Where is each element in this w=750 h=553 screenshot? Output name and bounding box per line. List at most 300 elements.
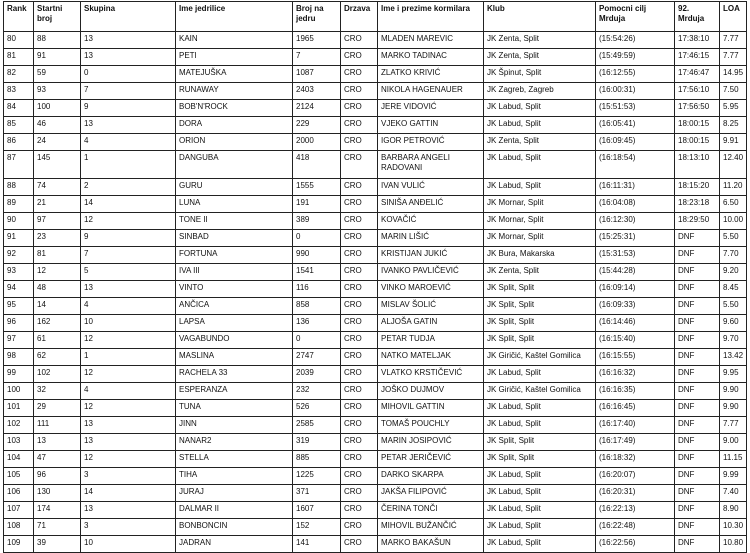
- cell-start-number: 71: [34, 519, 81, 536]
- cell-skipper: IVAN VULIĆ: [378, 179, 484, 196]
- cell-loa: 5.50: [720, 298, 747, 315]
- cell-start-number: 100: [34, 100, 81, 117]
- cell-start-number: 46: [34, 117, 81, 134]
- cell-sail-number: 1607: [293, 502, 341, 519]
- cell-loa: 10.00: [720, 213, 747, 230]
- cell-rank: 90: [4, 213, 34, 230]
- cell-country: CRO: [341, 66, 378, 83]
- cell-finish: DNF: [675, 502, 720, 519]
- table-row: [4, 247, 747, 264]
- cell-skipper: MARKO TADINAC: [378, 49, 484, 66]
- cell-loa: 5.95: [720, 100, 747, 117]
- cell-club: JK Labud, Split: [484, 519, 596, 536]
- cell-skipper: MARIN JOSIPOVIĆ: [378, 434, 484, 451]
- cell-sail-number: 116: [293, 281, 341, 298]
- cell-club: JK Labud, Split: [484, 100, 596, 117]
- cell-finish: DNF: [675, 349, 720, 366]
- cell-start-number: 96: [34, 468, 81, 485]
- table-row: [4, 400, 747, 417]
- cell-group: 10: [81, 315, 176, 332]
- cell-loa: 8.25: [720, 117, 747, 134]
- cell-aux-finish: (16:16:35): [596, 383, 675, 400]
- cell-boat-name: STELLA: [176, 451, 293, 468]
- cell-finish: 18:00:15: [675, 117, 720, 134]
- cell-club: JK Zenta, Split: [484, 49, 596, 66]
- cell-sail-number: 1555: [293, 179, 341, 196]
- table-row: [4, 315, 747, 332]
- table-row: [4, 230, 747, 247]
- cell-loa: 9.20: [720, 264, 747, 281]
- cell-aux-finish: (16:18:54): [596, 151, 675, 179]
- cell-boat-name: TIHA: [176, 468, 293, 485]
- table-row: [4, 32, 747, 49]
- cell-sail-number: 2585: [293, 417, 341, 434]
- cell-loa: 7.70: [720, 247, 747, 264]
- cell-loa: 11.20: [720, 179, 747, 196]
- cell-club: JK Labud, Split: [484, 502, 596, 519]
- cell-rank: 81: [4, 49, 34, 66]
- results-table: [3, 1, 747, 553]
- cell-sail-number: 1225: [293, 468, 341, 485]
- cell-aux-finish: (15:44:28): [596, 264, 675, 281]
- cell-club: JK Labud, Split: [484, 468, 596, 485]
- cell-start-number: 145: [34, 151, 81, 179]
- cell-club: JK Split, Split: [484, 332, 596, 349]
- cell-sail-number: 319: [293, 434, 341, 451]
- header-sail-number: Broj na jedru: [293, 2, 341, 32]
- cell-skipper: MLADEN MAREVIC: [378, 32, 484, 49]
- cell-loa: 14.95: [720, 66, 747, 83]
- table-row: [4, 117, 747, 134]
- cell-skipper: VINKO MAROEVIĆ: [378, 281, 484, 298]
- table-row: [4, 502, 747, 519]
- cell-finish: DNF: [675, 298, 720, 315]
- cell-start-number: 32: [34, 383, 81, 400]
- cell-group: 12: [81, 332, 176, 349]
- cell-country: CRO: [341, 502, 378, 519]
- cell-country: CRO: [341, 332, 378, 349]
- cell-finish: DNF: [675, 366, 720, 383]
- cell-group: 13: [81, 502, 176, 519]
- cell-finish: DNF: [675, 383, 720, 400]
- cell-group: 1: [81, 151, 176, 179]
- cell-skipper: MARIN LIŠIĆ: [378, 230, 484, 247]
- cell-country: CRO: [341, 230, 378, 247]
- header-country: Drzava: [341, 2, 378, 32]
- cell-aux-finish: (16:17:40): [596, 417, 675, 434]
- cell-boat-name: DORA: [176, 117, 293, 134]
- cell-skipper: ČERINA TONČI: [378, 502, 484, 519]
- table-row: [4, 451, 747, 468]
- table-row: [4, 264, 747, 281]
- cell-boat-name: TUNA: [176, 400, 293, 417]
- header-loa: LOA: [720, 2, 747, 32]
- cell-loa: 7.77: [720, 32, 747, 49]
- cell-aux-finish: (15:25:31): [596, 230, 675, 247]
- cell-group: 0: [81, 66, 176, 83]
- cell-country: CRO: [341, 100, 378, 117]
- cell-aux-finish: (16:22:13): [596, 502, 675, 519]
- cell-skipper: NATKO MATELJAK: [378, 349, 484, 366]
- cell-skipper: PETAR TUDJA: [378, 332, 484, 349]
- cell-club: JK Labud, Split: [484, 536, 596, 553]
- cell-aux-finish: (16:20:07): [596, 468, 675, 485]
- cell-finish: 18:29:50: [675, 213, 720, 230]
- table-row: [4, 49, 747, 66]
- cell-rank: 100: [4, 383, 34, 400]
- cell-loa: 8.90: [720, 502, 747, 519]
- cell-boat-name: BONBONCIN: [176, 519, 293, 536]
- cell-skipper: MARKO BAKAŠUN: [378, 536, 484, 553]
- table-header: [4, 2, 747, 32]
- cell-finish: 18:15:20: [675, 179, 720, 196]
- cell-sail-number: 990: [293, 247, 341, 264]
- cell-start-number: 111: [34, 417, 81, 434]
- cell-finish: 18:13:10: [675, 151, 720, 179]
- cell-start-number: 24: [34, 134, 81, 151]
- cell-aux-finish: (15:54:26): [596, 32, 675, 49]
- cell-club: JK Labud, Split: [484, 366, 596, 383]
- cell-rank: 93: [4, 264, 34, 281]
- cell-country: CRO: [341, 196, 378, 213]
- cell-group: 13: [81, 434, 176, 451]
- cell-start-number: 174: [34, 502, 81, 519]
- cell-boat-name: ESPERANZA: [176, 383, 293, 400]
- table-row: [4, 213, 747, 230]
- cell-loa: 10.80: [720, 536, 747, 553]
- table-row: [4, 196, 747, 213]
- cell-country: CRO: [341, 400, 378, 417]
- cell-finish: DNF: [675, 230, 720, 247]
- cell-sail-number: 141: [293, 536, 341, 553]
- cell-group: 12: [81, 366, 176, 383]
- cell-club: JK Mornar, Split: [484, 213, 596, 230]
- cell-group: 14: [81, 485, 176, 502]
- cell-rank: 107: [4, 502, 34, 519]
- table-row: [4, 519, 747, 536]
- cell-skipper: SINIŠA ANĐELIĆ: [378, 196, 484, 213]
- cell-start-number: 93: [34, 83, 81, 100]
- cell-aux-finish: (16:22:48): [596, 519, 675, 536]
- cell-skipper: IGOR PETROVIĆ: [378, 134, 484, 151]
- cell-loa: 6.50: [720, 196, 747, 213]
- cell-sail-number: 191: [293, 196, 341, 213]
- cell-finish: DNF: [675, 417, 720, 434]
- cell-club: JK Labud, Split: [484, 151, 596, 179]
- table-row: [4, 332, 747, 349]
- cell-group: 9: [81, 230, 176, 247]
- cell-start-number: 102: [34, 366, 81, 383]
- cell-finish: DNF: [675, 332, 720, 349]
- cell-start-number: 130: [34, 485, 81, 502]
- cell-aux-finish: (16:05:41): [596, 117, 675, 134]
- cell-boat-name: FORTUNA: [176, 247, 293, 264]
- cell-club: JK Zenta, Split: [484, 32, 596, 49]
- cell-boat-name: LUNA: [176, 196, 293, 213]
- cell-group: 13: [81, 32, 176, 49]
- cell-boat-name: RACHELA 33: [176, 366, 293, 383]
- cell-rank: 94: [4, 281, 34, 298]
- table-row: [4, 383, 747, 400]
- cell-rank: 104: [4, 451, 34, 468]
- cell-boat-name: BOB'N'ROCK: [176, 100, 293, 117]
- cell-country: CRO: [341, 151, 378, 179]
- cell-finish: DNF: [675, 264, 720, 281]
- cell-sail-number: 7: [293, 49, 341, 66]
- cell-boat-name: RUNAWAY: [176, 83, 293, 100]
- cell-rank: 88: [4, 179, 34, 196]
- cell-sail-number: 0: [293, 230, 341, 247]
- cell-rank: 82: [4, 66, 34, 83]
- cell-aux-finish: (16:17:49): [596, 434, 675, 451]
- cell-rank: 97: [4, 332, 34, 349]
- cell-aux-finish: (16:15:55): [596, 349, 675, 366]
- cell-club: JK Labud, Split: [484, 117, 596, 134]
- cell-club: JK Split, Split: [484, 434, 596, 451]
- cell-aux-finish: (16:04:08): [596, 196, 675, 213]
- cell-boat-name: VINTO: [176, 281, 293, 298]
- table-row: [4, 366, 747, 383]
- cell-boat-name: SINBAD: [176, 230, 293, 247]
- cell-finish: DNF: [675, 468, 720, 485]
- cell-boat-name: ANČICA: [176, 298, 293, 315]
- cell-start-number: 14: [34, 298, 81, 315]
- cell-finish: DNF: [675, 247, 720, 264]
- cell-finish: 17:56:10: [675, 83, 720, 100]
- cell-loa: 9.91: [720, 134, 747, 151]
- cell-country: CRO: [341, 383, 378, 400]
- header-boat-name: Ime jedrilice: [176, 2, 293, 32]
- cell-rank: 85: [4, 117, 34, 134]
- cell-club: JK Zenta, Split: [484, 134, 596, 151]
- cell-country: CRO: [341, 134, 378, 151]
- cell-country: CRO: [341, 451, 378, 468]
- cell-aux-finish: (16:15:40): [596, 332, 675, 349]
- cell-start-number: 62: [34, 349, 81, 366]
- cell-start-number: 81: [34, 247, 81, 264]
- header-club: Klub: [484, 2, 596, 32]
- header-rank: Rank: [4, 2, 34, 32]
- cell-skipper: VLATKO KRSTIČEVIĆ: [378, 366, 484, 383]
- table-row: [4, 485, 747, 502]
- cell-loa: 10.30: [720, 519, 747, 536]
- cell-skipper: JOŠKO DUJMOV: [378, 383, 484, 400]
- cell-finish: 17:56:50: [675, 100, 720, 117]
- cell-finish: 17:46:47: [675, 66, 720, 83]
- cell-group: 5: [81, 264, 176, 281]
- cell-group: 3: [81, 519, 176, 536]
- cell-rank: 84: [4, 100, 34, 117]
- cell-rank: 96: [4, 315, 34, 332]
- cell-boat-name: DANGUBA: [176, 151, 293, 179]
- cell-country: CRO: [341, 281, 378, 298]
- cell-aux-finish: (16:18:32): [596, 451, 675, 468]
- cell-club: JK Split, Split: [484, 281, 596, 298]
- cell-sail-number: 858: [293, 298, 341, 315]
- cell-country: CRO: [341, 213, 378, 230]
- cell-sail-number: 526: [293, 400, 341, 417]
- cell-loa: 9.60: [720, 315, 747, 332]
- cell-sail-number: 232: [293, 383, 341, 400]
- cell-aux-finish: (16:00:31): [596, 83, 675, 100]
- cell-country: CRO: [341, 485, 378, 502]
- cell-skipper: PETAR JERIČEVIĆ: [378, 451, 484, 468]
- cell-skipper: NIKOLA HAGENAUER: [378, 83, 484, 100]
- cell-boat-name: MATEJUŠKA: [176, 66, 293, 83]
- cell-boat-name: NANAR2: [176, 434, 293, 451]
- cell-sail-number: 2000: [293, 134, 341, 151]
- cell-aux-finish: (16:11:31): [596, 179, 675, 196]
- cell-country: CRO: [341, 366, 378, 383]
- cell-aux-finish: (16:14:46): [596, 315, 675, 332]
- cell-finish: 18:23:18: [675, 196, 720, 213]
- cell-loa: 12.40: [720, 151, 747, 179]
- cell-start-number: 48: [34, 281, 81, 298]
- cell-aux-finish: (15:49:59): [596, 49, 675, 66]
- cell-loa: 8.45: [720, 281, 747, 298]
- cell-boat-name: TONE II: [176, 213, 293, 230]
- cell-group: 9: [81, 100, 176, 117]
- cell-boat-name: PETI: [176, 49, 293, 66]
- cell-finish: DNF: [675, 451, 720, 468]
- cell-group: 10: [81, 536, 176, 553]
- header-skipper: Ime i prezime kormilara: [378, 2, 484, 32]
- cell-country: CRO: [341, 468, 378, 485]
- cell-loa: 7.40: [720, 485, 747, 502]
- table-row: [4, 536, 747, 553]
- cell-sail-number: 2403: [293, 83, 341, 100]
- cell-start-number: 47: [34, 451, 81, 468]
- cell-skipper: KRISTIJAN JUKIĆ: [378, 247, 484, 264]
- table-row: [4, 434, 747, 451]
- cell-loa: 7.77: [720, 417, 747, 434]
- cell-loa: 9.90: [720, 383, 747, 400]
- cell-group: 4: [81, 298, 176, 315]
- cell-start-number: 59: [34, 66, 81, 83]
- cell-country: CRO: [341, 32, 378, 49]
- cell-boat-name: KAIN: [176, 32, 293, 49]
- table-row: [4, 66, 747, 83]
- cell-boat-name: VAGABUNDO: [176, 332, 293, 349]
- cell-skipper: DARKO SKARPA: [378, 468, 484, 485]
- table-row: [4, 468, 747, 485]
- cell-skipper: VJEKO GATTIN: [378, 117, 484, 134]
- cell-aux-finish: (15:31:53): [596, 247, 675, 264]
- cell-start-number: 61: [34, 332, 81, 349]
- cell-rank: 98: [4, 349, 34, 366]
- cell-club: JK Split, Split: [484, 451, 596, 468]
- cell-loa: 9.90: [720, 400, 747, 417]
- cell-boat-name: IVA III: [176, 264, 293, 281]
- cell-group: 13: [81, 281, 176, 298]
- cell-country: CRO: [341, 417, 378, 434]
- cell-skipper: JAKŠA FILIPOVIĆ: [378, 485, 484, 502]
- cell-group: 13: [81, 49, 176, 66]
- cell-finish: DNF: [675, 434, 720, 451]
- cell-skipper: IVANKO PAVLIČEVIĆ: [378, 264, 484, 281]
- cell-group: 12: [81, 400, 176, 417]
- cell-sail-number: 136: [293, 315, 341, 332]
- cell-loa: 7.50: [720, 83, 747, 100]
- cell-club: JK Giričić, Kaštel Gomilica: [484, 349, 596, 366]
- header-start-number: Startni broj: [34, 2, 81, 32]
- cell-start-number: 74: [34, 179, 81, 196]
- cell-group: 4: [81, 383, 176, 400]
- header-aux-finish: Pomocni cilj Mrduja: [596, 2, 675, 32]
- header-finish: 92. Mrduja: [675, 2, 720, 32]
- table-body: [4, 32, 747, 553]
- cell-club: JK Zagreb, Zagreb: [484, 83, 596, 100]
- cell-country: CRO: [341, 536, 378, 553]
- cell-sail-number: 1087: [293, 66, 341, 83]
- cell-club: JK Labud, Split: [484, 400, 596, 417]
- cell-loa: 7.77: [720, 49, 747, 66]
- cell-start-number: 88: [34, 32, 81, 49]
- cell-sail-number: 1541: [293, 264, 341, 281]
- cell-finish: 18:00:15: [675, 134, 720, 151]
- cell-sail-number: 418: [293, 151, 341, 179]
- cell-rank: 83: [4, 83, 34, 100]
- cell-loa: 9.99: [720, 468, 747, 485]
- cell-loa: 9.70: [720, 332, 747, 349]
- cell-aux-finish: (16:16:32): [596, 366, 675, 383]
- cell-skipper: MIHOVIL GATTIN: [378, 400, 484, 417]
- header-row: [4, 2, 747, 32]
- cell-rank: 87: [4, 151, 34, 179]
- cell-skipper: TOMAŠ POUCHLY: [378, 417, 484, 434]
- cell-rank: 91: [4, 230, 34, 247]
- cell-start-number: 13: [34, 434, 81, 451]
- cell-country: CRO: [341, 264, 378, 281]
- cell-aux-finish: (16:12:55): [596, 66, 675, 83]
- cell-country: CRO: [341, 247, 378, 264]
- cell-finish: 17:46:15: [675, 49, 720, 66]
- cell-boat-name: JINN: [176, 417, 293, 434]
- cell-group: 12: [81, 451, 176, 468]
- cell-sail-number: 2747: [293, 349, 341, 366]
- cell-club: JK Mornar, Split: [484, 230, 596, 247]
- cell-rank: 108: [4, 519, 34, 536]
- cell-sail-number: 2124: [293, 100, 341, 117]
- cell-group: 13: [81, 117, 176, 134]
- table-row: [4, 100, 747, 117]
- cell-boat-name: DALMAR II: [176, 502, 293, 519]
- cell-club: JK Mornar, Split: [484, 196, 596, 213]
- table-row: [4, 281, 747, 298]
- cell-start-number: 91: [34, 49, 81, 66]
- cell-country: CRO: [341, 434, 378, 451]
- cell-start-number: 97: [34, 213, 81, 230]
- cell-rank: 99: [4, 366, 34, 383]
- cell-group: 14: [81, 196, 176, 213]
- cell-club: JK Split, Split: [484, 298, 596, 315]
- cell-finish: DNF: [675, 519, 720, 536]
- cell-sail-number: 1965: [293, 32, 341, 49]
- cell-loa: 9.95: [720, 366, 747, 383]
- cell-loa: 9.00: [720, 434, 747, 451]
- cell-aux-finish: (16:09:33): [596, 298, 675, 315]
- table-row: [4, 134, 747, 151]
- cell-boat-name: ORION: [176, 134, 293, 151]
- table-row: [4, 83, 747, 100]
- cell-loa: 13.42: [720, 349, 747, 366]
- cell-aux-finish: (16:20:31): [596, 485, 675, 502]
- cell-sail-number: 2039: [293, 366, 341, 383]
- cell-rank: 95: [4, 298, 34, 315]
- cell-loa: 5.50: [720, 230, 747, 247]
- cell-finish: 17:38:10: [675, 32, 720, 49]
- table-row: [4, 298, 747, 315]
